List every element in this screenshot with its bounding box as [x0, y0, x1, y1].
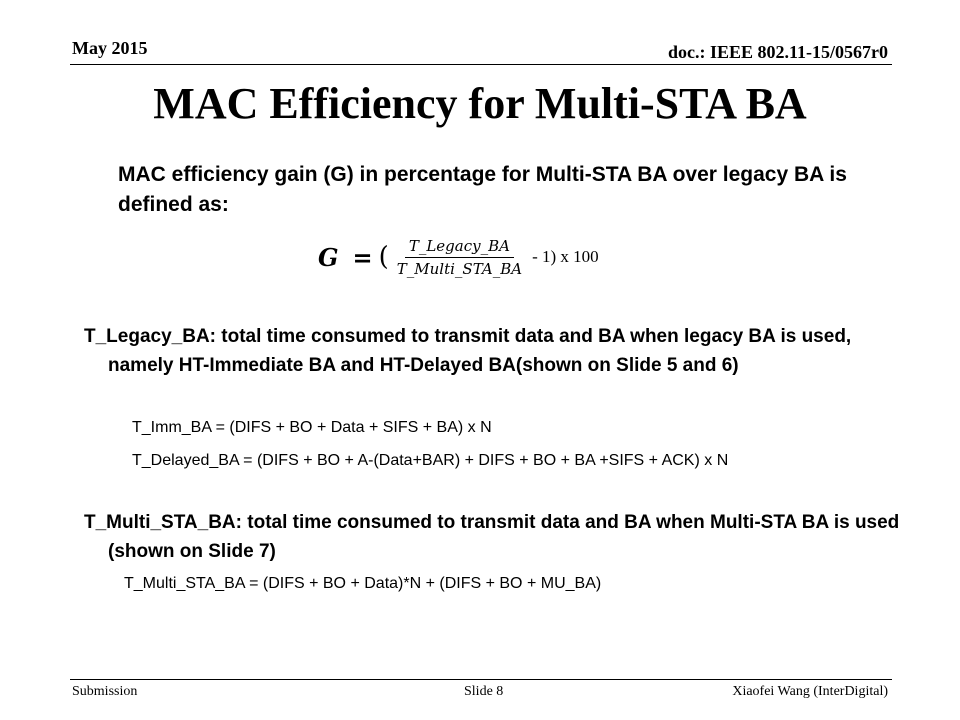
header-date: May 2015: [72, 38, 148, 58]
formula-tail: - 1) x 100: [532, 247, 599, 266]
formula-open-paren: (: [378, 242, 389, 272]
header-doc-id: doc.: IEEE 802.11-15/0567r0: [667, 42, 888, 62]
footer-divider: [70, 679, 892, 680]
header-divider: [70, 64, 892, 65]
gain-formula: [318, 222, 599, 292]
footer-author: Xiaofei Wang (InterDigital): [732, 684, 888, 699]
legacy-ba-definition: T_Legacy_BA: total time consumed to transmit data and BA when legacy BA is used, namely HT-Immediate BA and HT-Delayed BA(shown on Slide 5 and 6): [84, 326, 852, 376]
footer-submission: Submission: [72, 684, 138, 699]
footer-slide-number: Slide 8: [464, 684, 504, 699]
formula-numerator: T_Legacy_BA: [405, 235, 514, 258]
slide-title: MAC Efficiency for Multi-STA BA: [153, 79, 807, 128]
formula-fraction: [393, 235, 526, 280]
delayed-ba-formula: T_Delayed_BA = (DIFS + BO + A-(Data+BAR) + DIFS + BO + BA +SIFS + ACK) x N: [132, 452, 729, 469]
multi-sta-ba-formula: T_Multi_STA_BA = (DIFS + BO + Data)*N + (DIFS + BO + MU_BA): [124, 575, 602, 592]
formula-equals: =: [352, 242, 373, 272]
intro-text: MAC efficiency gain (G) in percentage for Multi-STA BA over legacy BA is defined as:: [118, 163, 847, 216]
formula-lhs: G: [318, 242, 339, 272]
formula-denominator: T_Multi_STA_BA: [396, 259, 523, 278]
multi-sta-ba-definition: T_Multi_STA_BA: total time consumed to transmit data and BA when Multi-STA BA is used (shown on Slide 7): [84, 512, 900, 562]
imm-ba-formula: T_Imm_BA = (DIFS + BO + Data + SIFS + BA) x N: [132, 419, 492, 436]
